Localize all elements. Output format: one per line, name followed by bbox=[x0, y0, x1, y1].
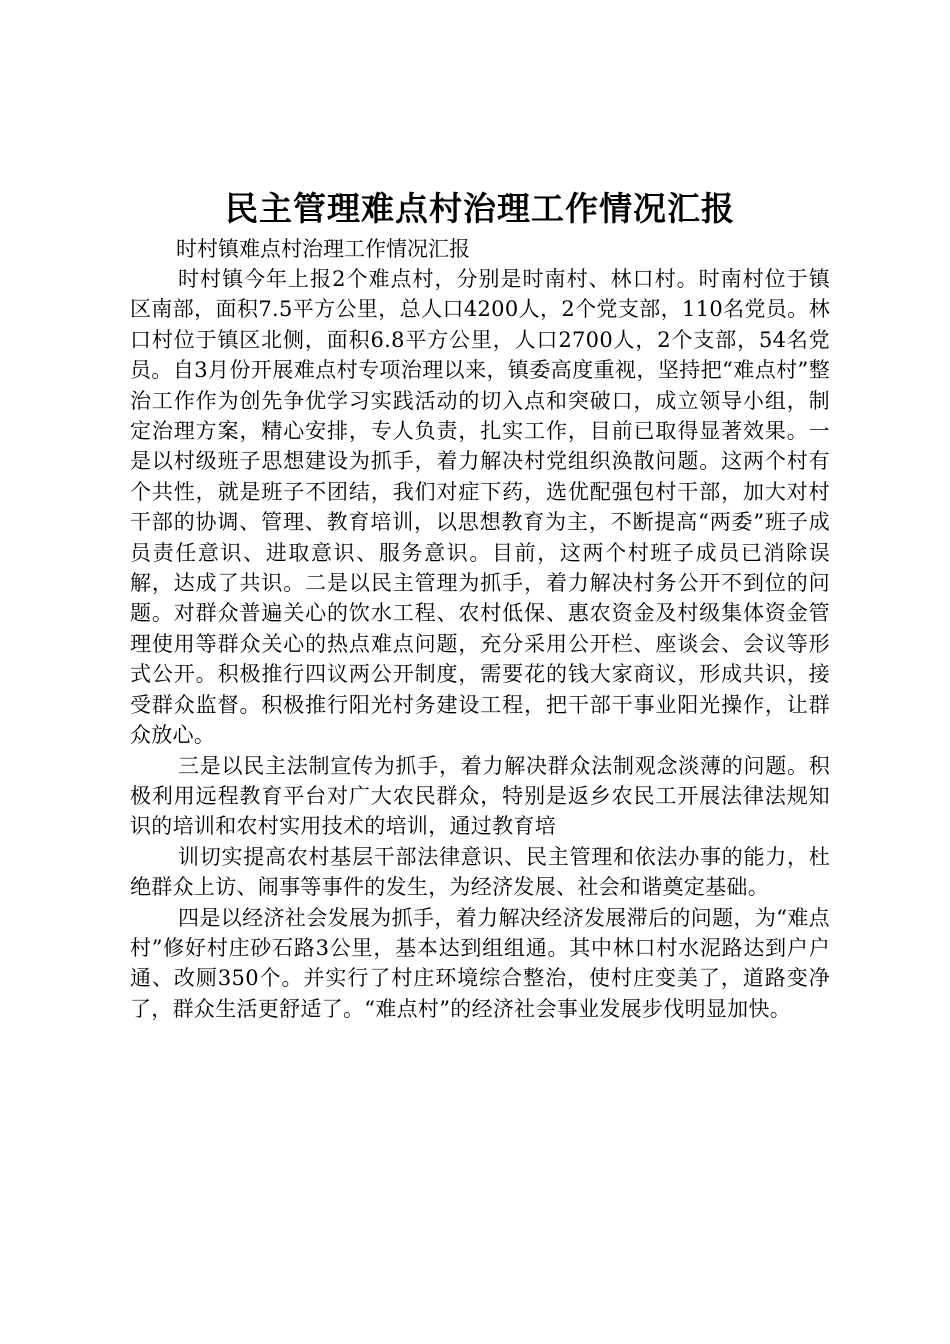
paragraph-1: 时村镇今年上报2个难点村，分别是时南村、林口村。时南村位于镇区南部，面积7.5平方公里，总人口4200人，2个党支部，110名党员。林口村位于镇区北侧，面积6.8平方公里，人口2700人，2个支部，54名党员。自3月份开展难点村专项治理以来，镇委高度重视，坚持把“难点村”整治工作作为创先争优学习实践活动的切入点和突破口，成立领导小组，制定治理方案，精心安排，专人负责，扎实工作，目前已取得显著效果。一是以村级班子思想建设为抓手，着力解决村党组织涣散问题。这两个村有个共性，就是班子不团结，我们对症下药，选优配强包村干部，加大对村干部的协调、管理、教育培训，以思想教育为主，不断提高“两委”班子成员责任意识、进取意识、服务意识。目前，这两个村班子成员已消除误解，达成了共识。二是以民主管理为抓手，着力解决村务公开不到位的问题。对群众普遍关心的饮水工程、农村低保、惠农资金及村级集体资金管理使用等群众关心的热点难点问题，充分采用公开栏、座谈会、会议等形式公开。积极推行四议两公开制度，需要花的钱大家商议，形成共识，接受群众监督。积极推行阳光村务建设工程，把干部干事业阳光操作，让群众放心。 bbox=[130, 267, 830, 748]
paragraph-4: 四是以经济社会发展为抓手，着力解决经济发展滞后的问题，为“难点村”修好村庄砂石路3公里，基本达到组组通。其中林口村水泥路达到户户通、改厕350个。并实行了村庄环境综合整治，使村庄变美了，道路变净了，群众生活更舒适了。“难点村”的经济社会事业发展步伐明显加快。 bbox=[130, 905, 830, 1021]
document-subtitle: 时村镇难点村治理工作情况汇报 bbox=[176, 237, 470, 261]
document-page bbox=[130, 186, 830, 1024]
paragraph-3: 训切实提高农村基层干部法律意识、民主管理和依法办事的能力，杜绝群众上访、闹事等事件的发生，为经济发展、社会和谐奠定基础。 bbox=[130, 844, 830, 900]
paragraph-2: 三是以民主法制宣传为抓手，着力解决群众法制观念淡薄的问题。积极利用远程教育平台对广大农民群众，特别是返乡农民工开展法律法规知识的培训和农村实用技术的培训，通过教育培 bbox=[130, 753, 830, 839]
document-title: 民主管理难点村治理工作情况汇报 bbox=[225, 189, 735, 228]
